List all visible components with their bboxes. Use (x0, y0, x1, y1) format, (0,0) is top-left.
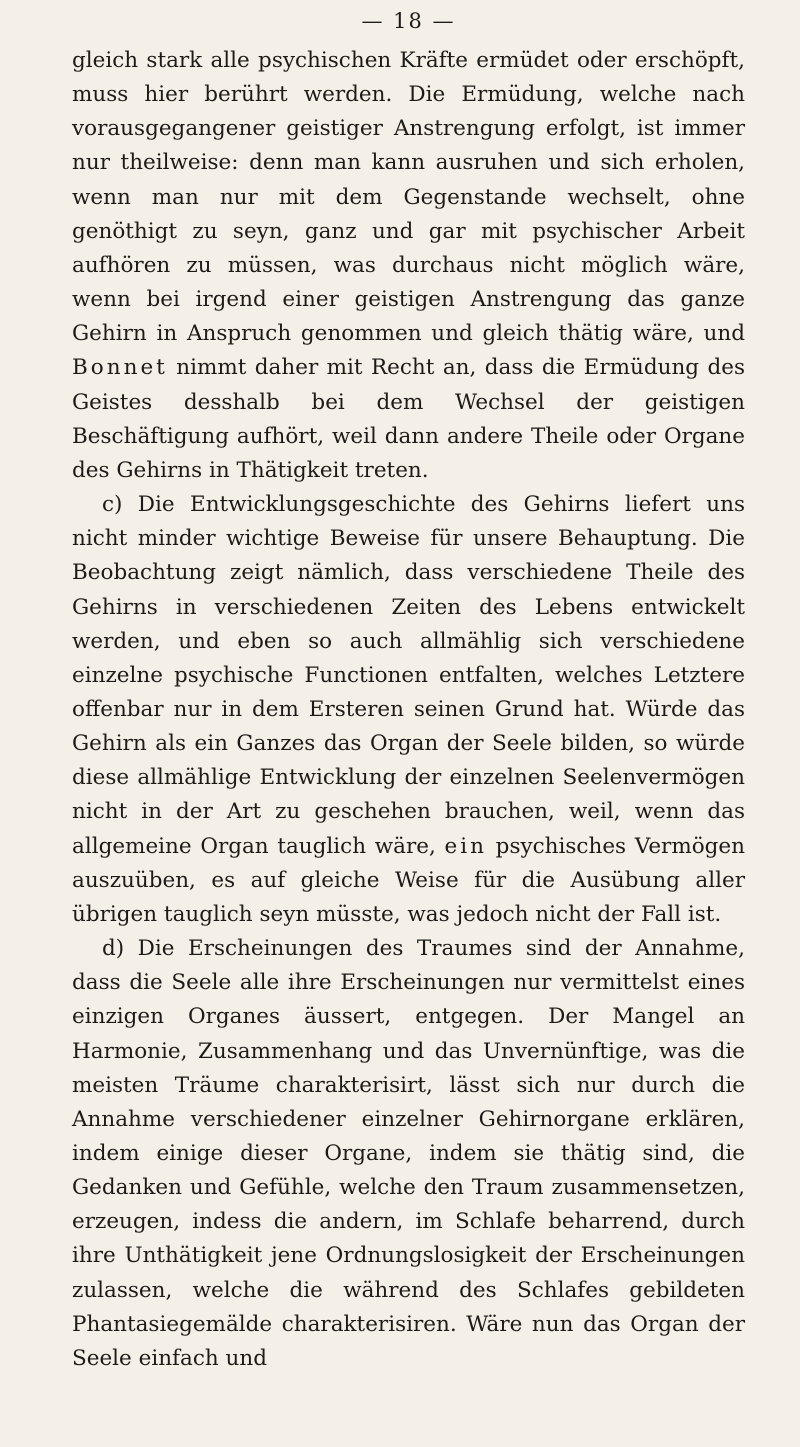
text-run: d) Die Erscheinungen des Traumes sind der Annahme, dass die Seele alle ihre Erscheinungen nur vermittelst eines einzigen Organes äussert, entgegen. Der Mangel an Harmonie, Zusammenhang und das Unvernünftige, was die meisten Träume charakterisirt, lässt sich nur durch die Annahme verschiedener einzelner Gehirnorgane erklären, indem einige dieser Organe, indem sie thätig sind, die Gedanken und Gefühle, welche den Traum zusammensetzen, erzeugen, indess die andern, im Schlafe beharrend, durch ihre Unthätigkeit jene Ordnungslosigkeit der Erscheinungen zulassen, welche die während des Schlafes gebildeten Phantasiegemälde charakterisiren. Wäre nun das Organ der Seele einfach und (72, 936, 745, 1371)
paragraph-3 (72, 932, 745, 1376)
text-run: gleich stark alle psychischen Kräfte ermüdet oder erschöpft, muss hier berührt werden. Die Ermüdung, welche nach vorausgegangener geistiger Anstrengung erfolgt, ist immer nur theilweise: denn man kann ausruhen und sich erholen, wenn man nur mit dem Gegenstande wechselt, ohne genöthigt zu seyn, ganz und gar mit psychischer Arbeit aufhören zu müssen, was durchaus nicht möglich wäre, wenn bei irgend einer geistigen Anstrengung das ganze Gehirn in Anspruch genommen und gleich thätig wäre, und (72, 48, 745, 347)
paragraph-2 (72, 488, 745, 932)
text-run: nimmt daher mit Recht an, dass die Ermüdung des Geistes desshalb bei dem Wechsel der geistigen Beschäftigung aufhört, weil dann andere Theile oder Organe des Gehirns in Thätigkeit treten. (72, 355, 745, 483)
spaced-name-bonnet: Bonnet (72, 355, 168, 381)
page-number: — 18 — (361, 9, 456, 33)
spaced-word-ein: ein (444, 833, 487, 859)
paragraph-1 (72, 44, 745, 488)
text-run: c) Die Entwicklungsgeschichte des Gehirns liefert uns nicht minder wichtige Beweise für unsere Behauptung. Die Beobachtung zeigt nämlich, dass verschiedene Theile des Gehirns in verschiedenen Zeiten des Lebens entwickelt werden, und eben so auch allmählig sich verschiedene einzelne psychische Functionen entfalten, welches Letztere offenbar nur in dem Ersteren seinen Grund hat. Würde das Gehirn als ein Ganzes das Organ der Seele bilden, so würde diese allmählige Entwicklung der einzelnen Seelenvermögen nicht in der Art zu geschehen brauchen, weil, wenn das allgemeine Organ tauglich wäre, (72, 492, 745, 859)
text-run: psychisches Vermögen auszuüben, es auf gleiche Weise für die Ausübung aller übrigen tauglich seyn müsste, was jedoch nicht der Fall ist. (72, 833, 745, 927)
